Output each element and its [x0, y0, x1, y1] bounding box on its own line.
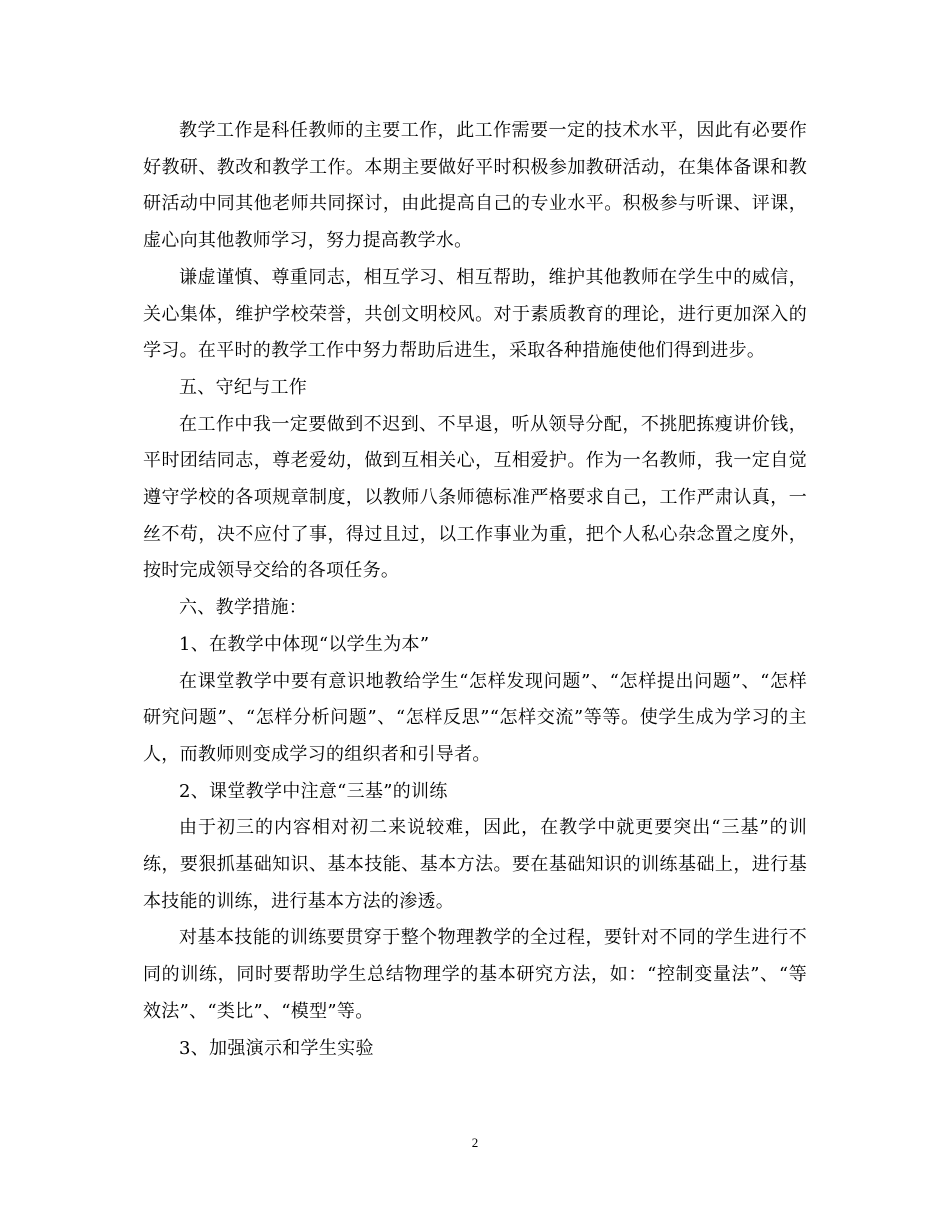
heading-teaching-measures: 六、教学措施： [179, 597, 308, 619]
paragraph-basic-skills: 对基本技能的训练要贯穿于整个物理教学的全过程，要针对不同的学生进行不同的训练，同时要帮助学生总结物理学的基本研究方法，如：“控制变量法”、“等效法”、“类比”、“模型”等。 [143, 927, 807, 1022]
paragraph-student-centered: 在课堂教学中要有意识地教给学生“怎样发现问题”、“怎样提出问题”、“怎样研究问题”、“怎样分析问题”、“怎样反思”“怎样交流”等等。使学生成为学习的主人，而教师则变成学习的组织者和引导者。 [143, 670, 807, 765]
paragraph-three-basics: 由于初三的内容相对初二来说较难，因此，在教学中就更要突出“三基”的训练，要狠抓基础知识、基本技能、基本方法。要在基础知识的训练基础上，进行基本技能的训练，进行基本方法的渗透。 [143, 817, 807, 912]
heading-discipline: 五、守纪与工作 [179, 376, 308, 398]
subheading-experiments: 3、加强演示和学生实验 [179, 1037, 374, 1059]
paragraph-modesty: 谦虚谨慎、尊重同志，相互学习、相互帮助，维护其他教师在学生中的威信，关心集体，维护学校荣誉，共创文明校风。对于素质教育的理论，进行更加深入的学习。在平时的教学工作中努力帮助后进生，采取各种措施使他们得到进步。 [143, 266, 807, 362]
subheading-three-basics: 2、课堂教学中注意“三基”的训练 [179, 780, 448, 802]
paragraph-discipline: 在工作中我一定要做到不迟到、不早退，听从领导分配，不挑肥拣瘦讲价钱，平时团结同志，尊老爱幼，做到互相关心，互相爱护。作为一名教师，我一定自觉遵守学校的各项规章制度，以教师八条师德标准严格要求自己，工作严肃认真，一丝不苟，决不应付了事，得过且过，以工作事业为重，把个人私心杂念置之度外，按时完成领导交给的各项任务。 [143, 413, 807, 582]
paragraph-teaching-work: 教学工作是科任教师的主要工作，此工作需要一定的技术水平，因此有必要作好教研、教改和教学工作。本期主要做好平时积极参加教研活动，在集体备课和教研活动中同其他老师共同探讨，由此提高自己的专业水平。积极参与听课、评课，虚心向其他教师学习，努力提高教学水。 [143, 120, 807, 252]
subheading-student-centered: 1、在教学中体现“以学生为本” [179, 633, 430, 655]
page-number: 2 [471, 1135, 479, 1150]
page-content [143, 113, 807, 1067]
